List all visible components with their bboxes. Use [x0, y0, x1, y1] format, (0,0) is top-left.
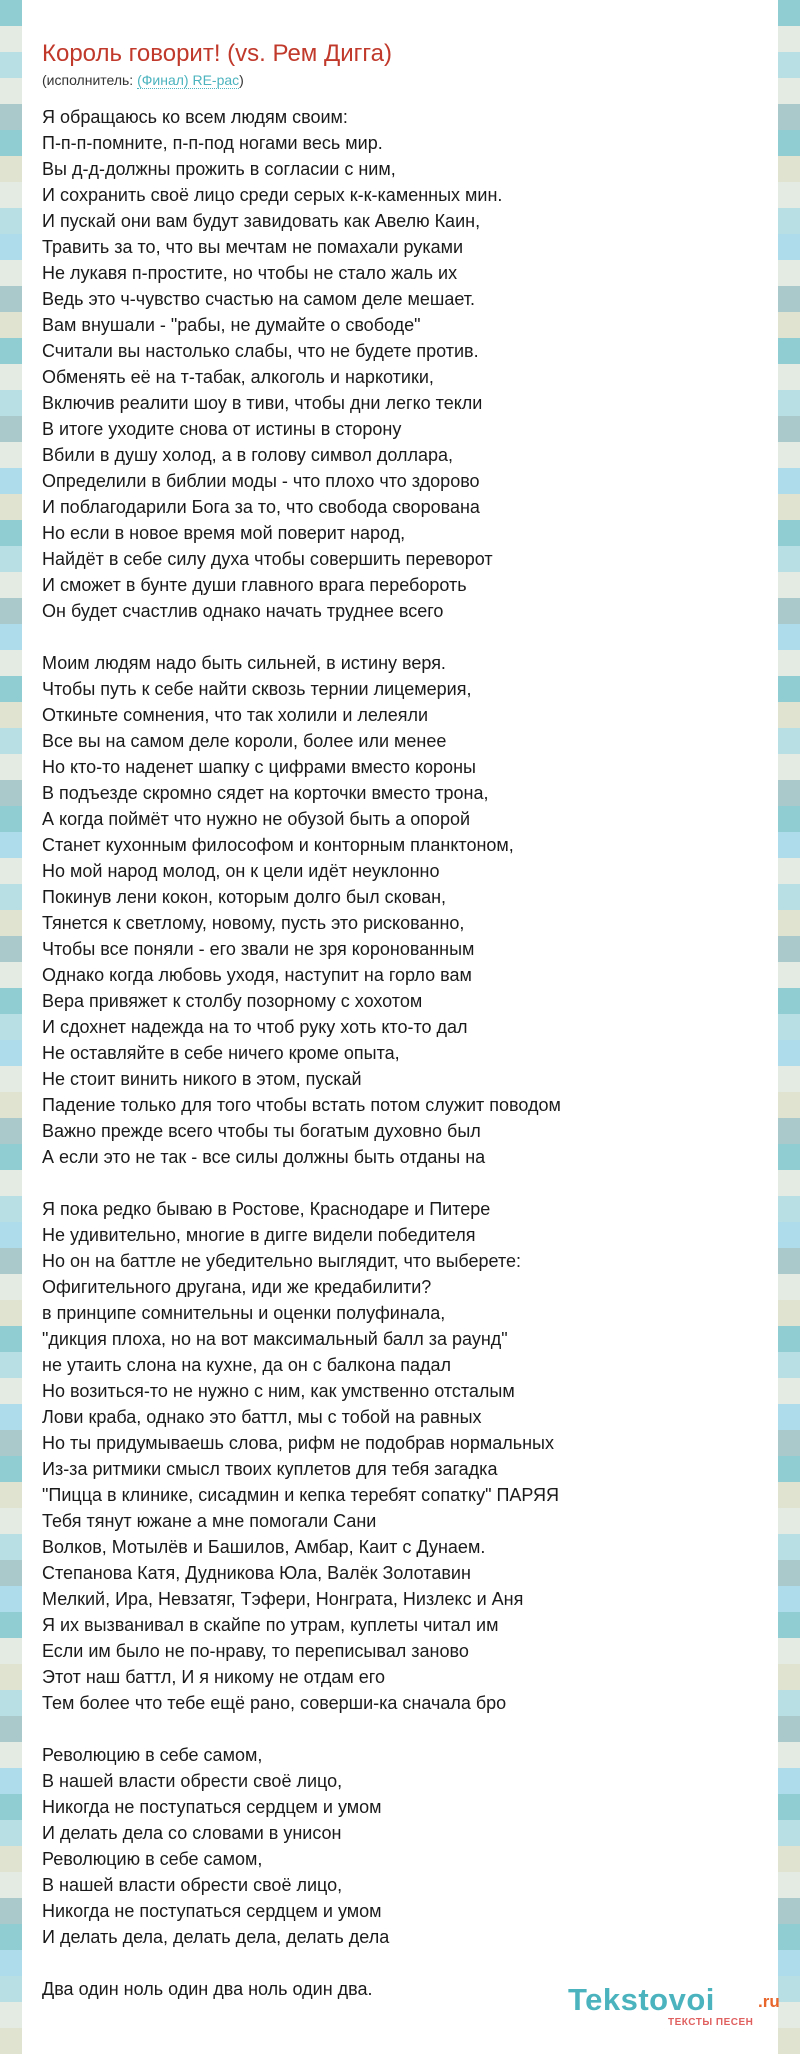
tekstovoi-logo[interactable] [568, 1982, 798, 2028]
lyric-line: Этот наш баттл, И я никому не отдам его [42, 1667, 385, 1687]
lyric-line: Он будет счастлив однако начать труднее всего [42, 601, 444, 621]
lyric-line: А когда поймёт что нужно не обузой быть а опорой [42, 809, 471, 829]
lyric-line: Тем более что тебе ещё рано, соверши-ка сначала бро [42, 1693, 507, 1713]
lyric-line: Никогда не поступаться сердцем и умом [42, 1901, 382, 1921]
lyric-line: Падение только для того чтобы встать потом служит поводом [42, 1095, 561, 1115]
lyric-line: Вы д-д-должны прожить в согласии с ним, [42, 159, 396, 179]
lyric-line: Тебя тянут южане а мне помогали Сани [42, 1511, 377, 1531]
lyric-line: Тянется к светлому, новому, пусть это рискованно, [42, 913, 465, 933]
lyric-line: Революцию в себе самом, [42, 1849, 263, 1869]
lyric-line: Вбили в душу холод, а в голову символ доллара, [42, 445, 453, 465]
lyric-line: Станет кухонным философом и конторным планктоном, [42, 835, 514, 855]
lyric-line: Мелкий, Ира, Невзатяг, Тэфери, Нонграта, Низлекс и Аня [42, 1589, 524, 1609]
lyric-line: Чтобы путь к себе найти сквозь тернии лицемерия, [42, 679, 472, 699]
lyric-line: В итоге уходите снова от истины в сторону [42, 419, 402, 439]
lyric-line: Важно прежде всего чтобы ты богатым духовно был [42, 1121, 481, 1141]
stanza-break [42, 1950, 762, 1976]
lyric-line: В подъезде скромно сядет на корточки вместо трона, [42, 783, 489, 803]
lyric-line: Степанова Катя, Дудникова Юла, Валёк Золотавин [42, 1563, 471, 1583]
logo-domain: .ru [758, 1992, 780, 2011]
lyric-line: В нашей власти обрести своё лицо, [42, 1771, 343, 1791]
lyric-line: Покинув лени кокон, которым долго был скован, [42, 887, 447, 907]
lyric-line: И сохранить своё лицо среди серых к-к-каменных мин. [42, 185, 503, 205]
lyric-line: Никогда не поступаться сердцем и умом [42, 1797, 382, 1817]
lyric-line: И сможет в бунте души главного врага перебороть [42, 575, 467, 595]
lyric-line: Вера привяжет к столбу позорному с хохотом [42, 991, 423, 1011]
lyric-line: Травить за то, что вы мечтам не помахали руками [42, 237, 464, 257]
lyric-line: "дикция плоха, но на вот максимальный балл за раунд" [42, 1329, 508, 1349]
lyric-line: Я обращаюсь ко всем людям своим: [42, 107, 348, 127]
lyric-line: Офигительного другана, иди же кредабилити? [42, 1277, 432, 1297]
lyric-line: Но возиться-то не нужно с ним, как умственно отсталым [42, 1381, 515, 1401]
artist-prefix: (исполнитель: [42, 72, 138, 88]
lyric-line: Из-за ритмики смысл твоих куплетов для тебя загадка [42, 1459, 498, 1479]
lyric-line: Обменять её на т-табак, алкоголь и наркотики, [42, 367, 434, 387]
lyric-line: Однако когда любовь уходя, наступит на горло вам [42, 965, 472, 985]
lyric-line: Не удивительно, многие в дигге видели победителя [42, 1225, 476, 1245]
lyric-line: Но ты придумываешь слова, рифм не подобрав нормальных [42, 1433, 554, 1453]
lyric-line: Определили в библии моды - что плохо что здорово [42, 471, 480, 491]
lyric-line: А если это не так - все силы должны быть отданы на [42, 1147, 486, 1167]
lyric-line: "Пицца в клинике, сисадмин и кепка теребят сопатку" ПАРЯЯ [42, 1485, 560, 1505]
lyric-line: Не стоит винить никого в этом, пускай [42, 1069, 362, 1089]
artist-link[interactable]: (Финал) RE-pac [137, 72, 240, 88]
lyrics-text [42, 104, 762, 2002]
lyric-line: П-п-п-помните, п-п-под ногами весь мир. [42, 133, 383, 153]
logo-tagline: ТЕКСТЫ ПЕСЕН [668, 2017, 754, 2028]
stanza-break [42, 1170, 762, 1196]
lyric-line: в принципе сомнительны и оценки полуфинала, [42, 1303, 446, 1323]
lyric-line: Лови краба, однако это баттл, мы с тобой на равных [42, 1407, 482, 1427]
lyric-line: Включив реалити шоу в тиви, чтобы дни легко текли [42, 393, 483, 413]
lyric-line: Я пока редко бываю в Ростове, Краснодаре и Питере [42, 1199, 491, 1219]
lyric-line: Откиньте сомнения, что так холили и лелеяли [42, 705, 429, 725]
lyric-line: не утаить слона на кухне, да он с балкона падал [42, 1355, 452, 1375]
lyric-line: Чтобы все поняли - его звали не зря коронованным [42, 939, 475, 959]
song-title: Король говорит! (vs. Рем Дигга) [42, 40, 392, 67]
lyric-line: И поблагодарили Бога за то, что свобода сворована [42, 497, 480, 517]
lyric-line: В нашей власти обрести своё лицо, [42, 1875, 343, 1895]
stanza-break [42, 1716, 762, 1742]
lyric-line: Моим людям надо быть сильней, в истину веря. [42, 653, 446, 673]
lyric-line: Два один ноль один два ноль один два. [42, 1979, 373, 1999]
lyric-line: И сдохнет надежда на то чтоб руку хоть кто-то дал [42, 1017, 468, 1037]
lyric-line: Но если в новое время мой поверит народ, [42, 523, 406, 543]
logo-name: Tekstovoi [568, 1982, 715, 2017]
lyric-line: Ведь это ч-чувство счастью на самом деле мешает. [42, 289, 476, 309]
lyric-line: Но он на баттле не убедительно выглядит, что выберете: [42, 1251, 522, 1271]
lyric-line: И делать дела, делать дела, делать дела [42, 1927, 390, 1947]
stanza-break [42, 624, 762, 650]
lyric-line: Революцию в себе самом, [42, 1745, 263, 1765]
lyric-line: Но мой народ молод, он к цели идёт неуклонно [42, 861, 440, 881]
lyric-line: Если им было не по-нраву, то переписывал заново [42, 1641, 469, 1661]
lyric-line: Я их вызванивал в скайпе по утрам, куплеты читал им [42, 1615, 499, 1635]
lyric-line: Но кто-то наденет шапку с цифрами вместо короны [42, 757, 476, 777]
lyric-line: Не оставляйте в себе ничего кроме опыта, [42, 1043, 400, 1063]
artist-suffix: ) [239, 72, 244, 88]
lyric-line: Волков, Мотылёв и Башилов, Амбар, Каит с Дунаем. [42, 1537, 486, 1557]
lyric-line: Все вы на самом деле короли, более или менее [42, 731, 447, 751]
lyric-line: Найдёт в себе силу духа чтобы совершить переворот [42, 549, 493, 569]
lyric-line: Не лукавя п-простите, но чтобы не стало жаль их [42, 263, 458, 283]
lyric-line: Вам внушали - "рабы, не думайте о свободе" [42, 315, 421, 335]
artist-line [42, 72, 244, 88]
lyric-line: Считали вы настолько слабы, что не будете против. [42, 341, 479, 361]
lyric-line: И пускай они вам будут завидовать как Авелю Каин, [42, 211, 481, 231]
lyric-line: И делать дела со словами в унисон [42, 1823, 342, 1843]
lyrics-page [22, 0, 778, 2054]
